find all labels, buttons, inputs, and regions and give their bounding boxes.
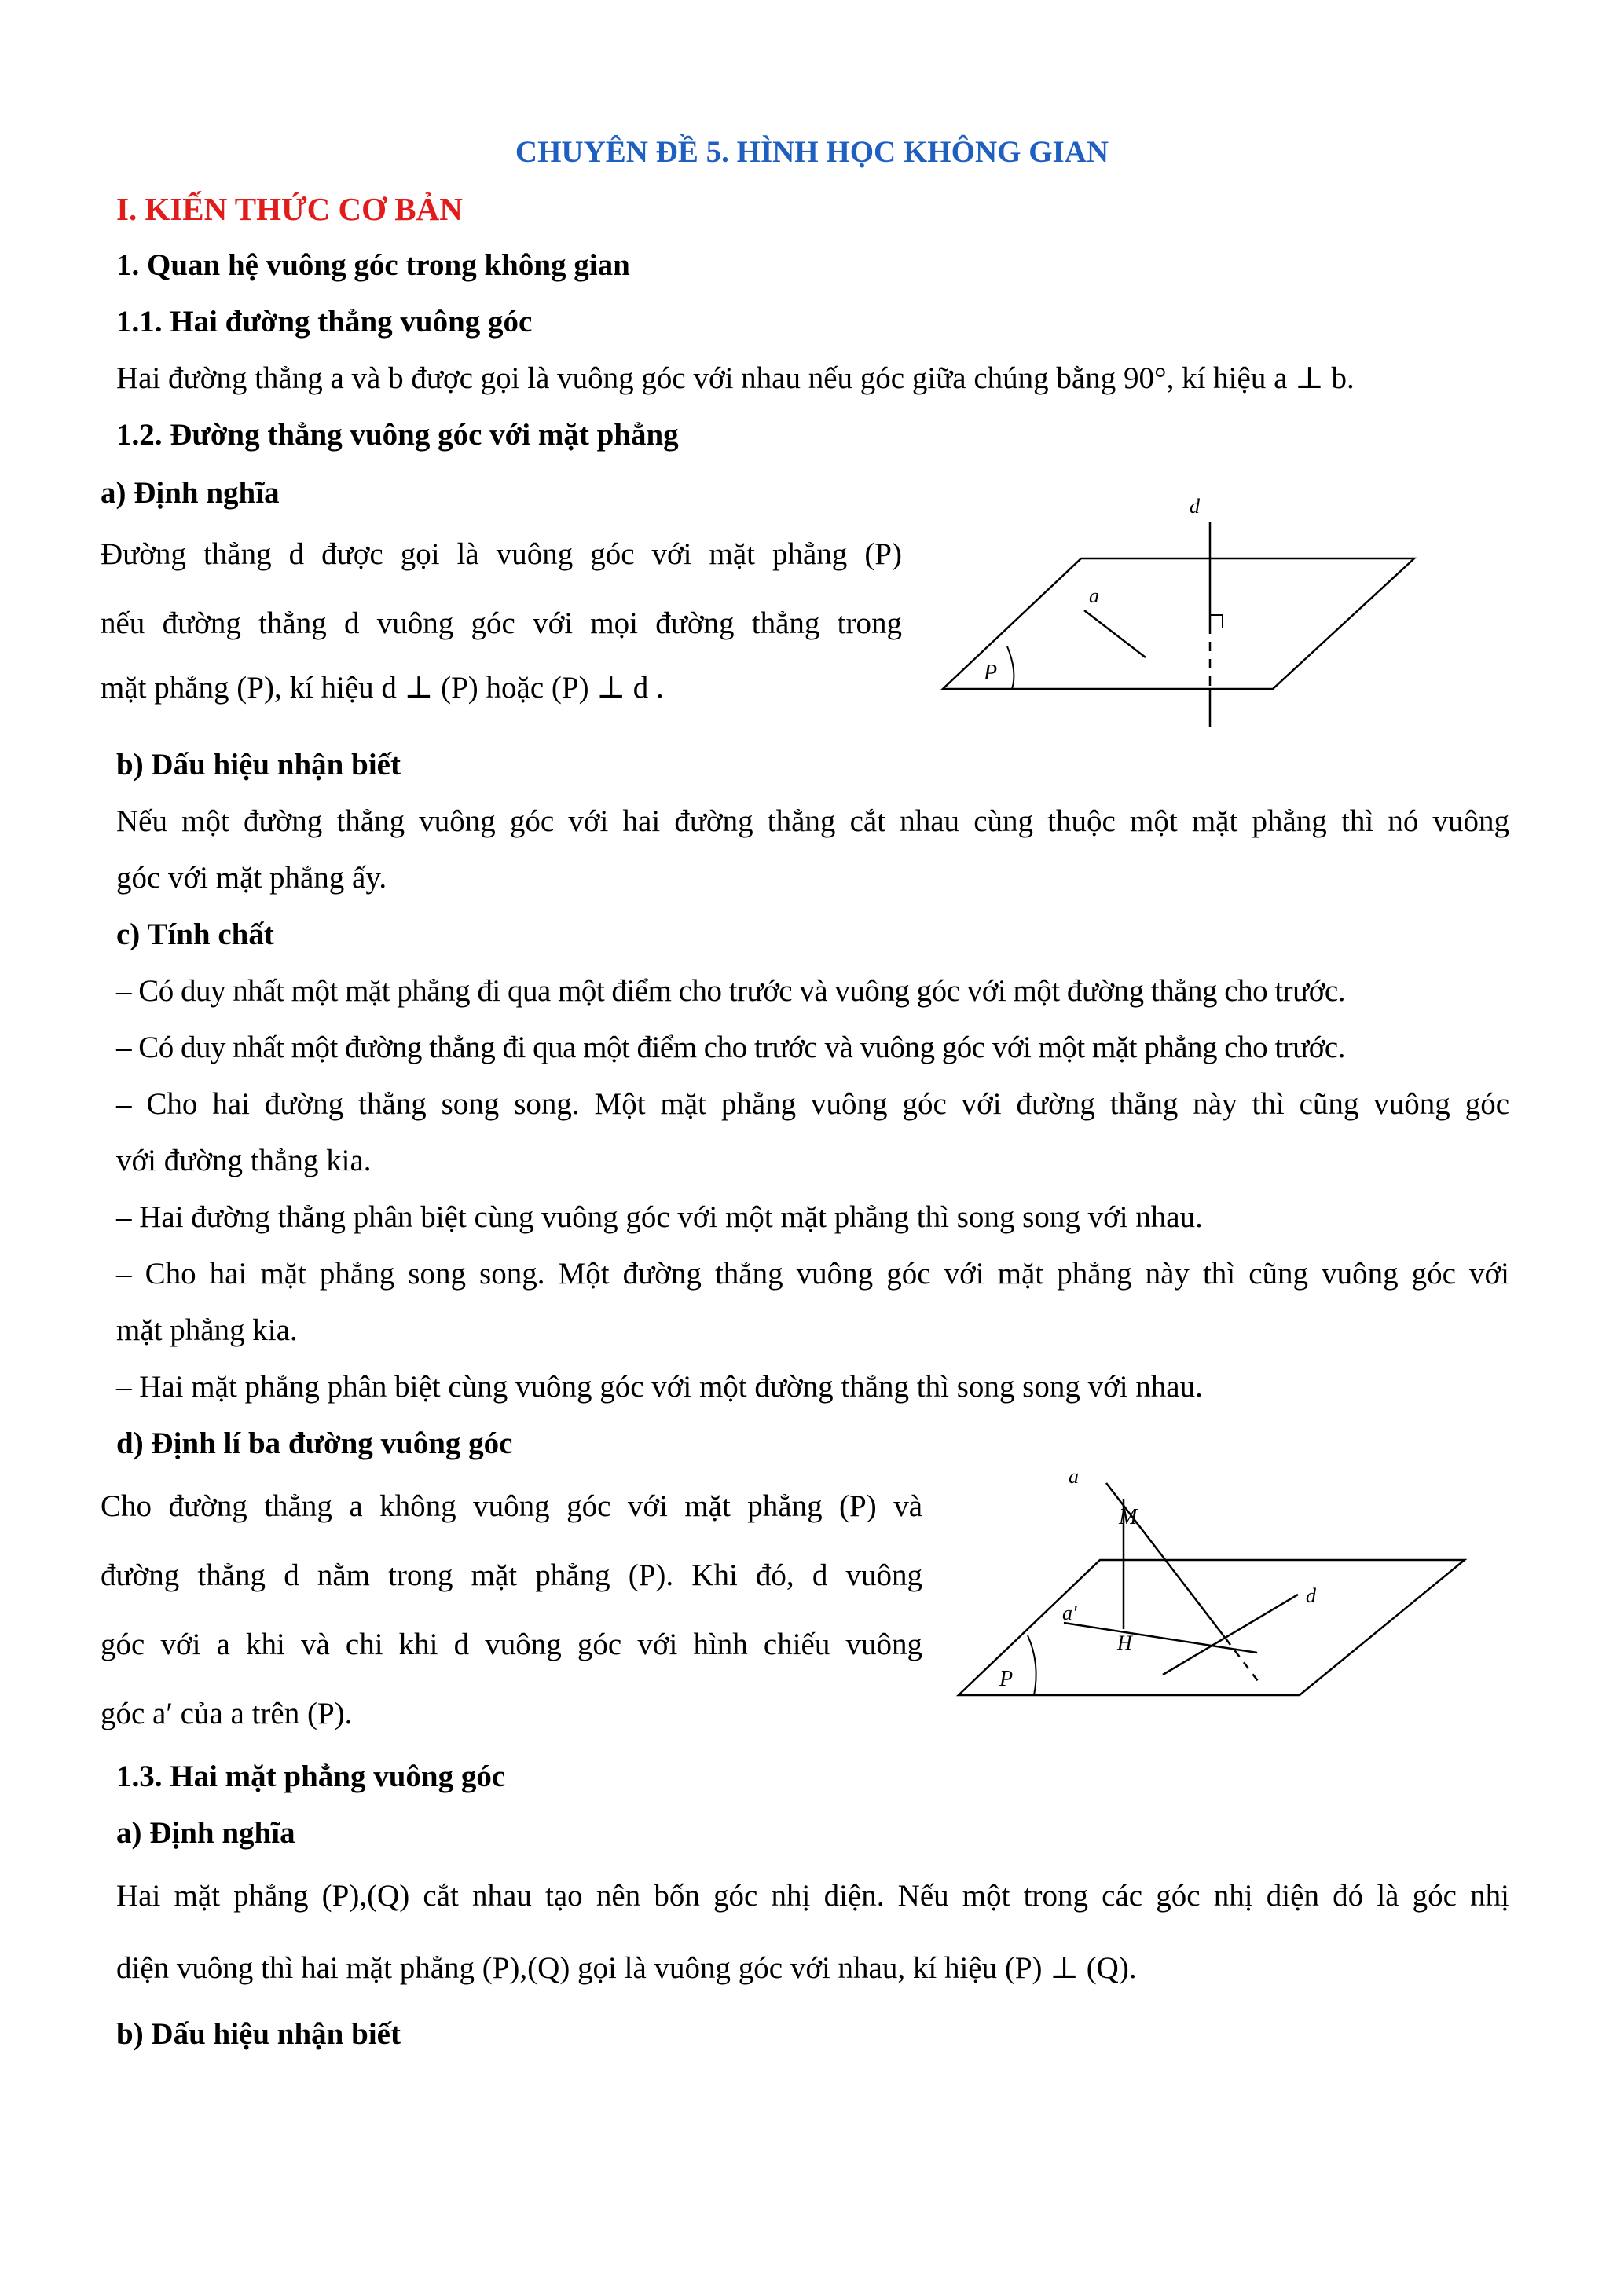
fig2-label-P: P: [999, 1667, 1014, 1691]
property-line: – Hai đường thẳng phân biệt cùng vuông góc với một mặt phẳng thì song song với nhau.: [116, 1200, 1203, 1234]
fig2-label-H: H: [1117, 1631, 1132, 1654]
fig2-label-M: M: [1119, 1505, 1138, 1529]
heading-1-2-d: d) Định lí ba đường vuông góc: [116, 1426, 513, 1460]
fig1-label-P: P: [984, 661, 998, 685]
paragraph-line: Cho đường thẳng a không vuông góc với mặt phẳng (P) và: [101, 1489, 922, 1523]
fig2-label-d: d: [1306, 1584, 1316, 1607]
section-heading: I. KIẾN THỨC CƠ BẢN: [116, 191, 463, 227]
paragraph-line: Hai mặt phẳng (P),(Q) cắt nhau tạo nên bốn góc nhị diện. Nếu một trong các góc nhị diện đó là góc nhị: [116, 1879, 1509, 1913]
heading-1: 1. Quan hệ vuông góc trong không gian: [116, 248, 630, 282]
property-line: – Cho hai đường thẳng song song. Một mặt phẳng vuông góc với đường thẳng này thì cũng vuông góc: [116, 1087, 1509, 1121]
heading-1-2-b: b) Dấu hiệu nhận biết: [116, 748, 401, 782]
property-line: – Hai mặt phẳng phân biệt cùng vuông góc với một đường thẳng thì song song với nhau.: [116, 1370, 1203, 1404]
fig1-label-a: a: [1089, 584, 1099, 607]
paragraph-line: góc với a khi và chi khi d vuông góc với hình chiếu vuông: [101, 1628, 922, 1661]
paragraph-line: đường thẳng d nằm trong mặt phẳng (P). Khi đó, d vuông: [101, 1558, 922, 1592]
paragraph-line: diện vuông thì hai mặt phẳng (P),(Q) gọi là vuông góc với nhau, kí hiệu (P) ⊥ (Q).: [116, 1951, 1137, 1985]
property-line: với đường thẳng kia.: [116, 1144, 372, 1177]
paragraph-line: mặt phẳng (P), kí hiệu d ⊥ (P) hoặc (P) ⊥ d .: [101, 671, 664, 705]
heading-1-3-b: b) Dấu hiệu nhận biết: [116, 2017, 401, 2051]
paragraph-line: Đường thẳng d được gọi là vuông góc với mặt phẳng (P): [101, 537, 902, 571]
paragraph-line: góc với mặt phẳng ấy.: [116, 861, 387, 895]
property-line: – Có duy nhất một mặt phẳng đi qua một điểm cho trước và vuông góc với một đường thẳng cho trước.: [116, 974, 1345, 1008]
property-line: – Cho hai mặt phẳng song song. Một đường thẳng vuông góc với mặt phẳng này thì cũng vuông góc với: [116, 1257, 1509, 1291]
property-line: mặt phẳng kia.: [116, 1313, 298, 1347]
paragraph-line: góc a′ của a trên (P).: [101, 1697, 353, 1730]
heading-1-2-a: a) Định nghĩa: [101, 476, 280, 510]
figure-line-perpendicular-plane: [935, 483, 1430, 734]
heading-1-3: 1.3. Hai mặt phẳng vuông góc: [116, 1760, 506, 1793]
paragraph-1-1: Hai đường thẳng a và b được gọi là vuông góc với nhau nếu góc giữa chúng bằng 90°, kí hiệu a ⊥ b.: [116, 361, 1355, 395]
paragraph-line: nếu đường thẳng d vuông góc với mọi đường thẳng trong: [101, 606, 902, 640]
heading-1-1: 1.1. Hai đường thẳng vuông góc: [116, 305, 533, 339]
property-line: – Có duy nhất một đường thẳng đi qua một điểm cho trước và vuông góc với một mặt phẳng cho trước.: [116, 1031, 1345, 1064]
heading-1-3-a: a) Định nghĩa: [116, 1816, 295, 1850]
heading-1-2: 1.2. Đường thẳng vuông góc với mặt phẳng: [116, 418, 679, 452]
fig1-label-d: d: [1190, 495, 1200, 518]
heading-1-2-c: c) Tính chất: [116, 917, 274, 951]
figure-three-perpendiculars: [943, 1467, 1477, 1711]
fig2-label-a-prime: a′: [1062, 1602, 1077, 1624]
paragraph-line: Nếu một đường thẳng vuông góc với hai đường thẳng cắt nhau cùng thuộc một mặt phẳng thì nó vuông: [116, 804, 1509, 838]
fig2-label-a: a: [1069, 1467, 1079, 1488]
page-title: CHUYÊN ĐỀ 5. HÌNH HỌC KHÔNG GIAN: [515, 135, 1109, 169]
